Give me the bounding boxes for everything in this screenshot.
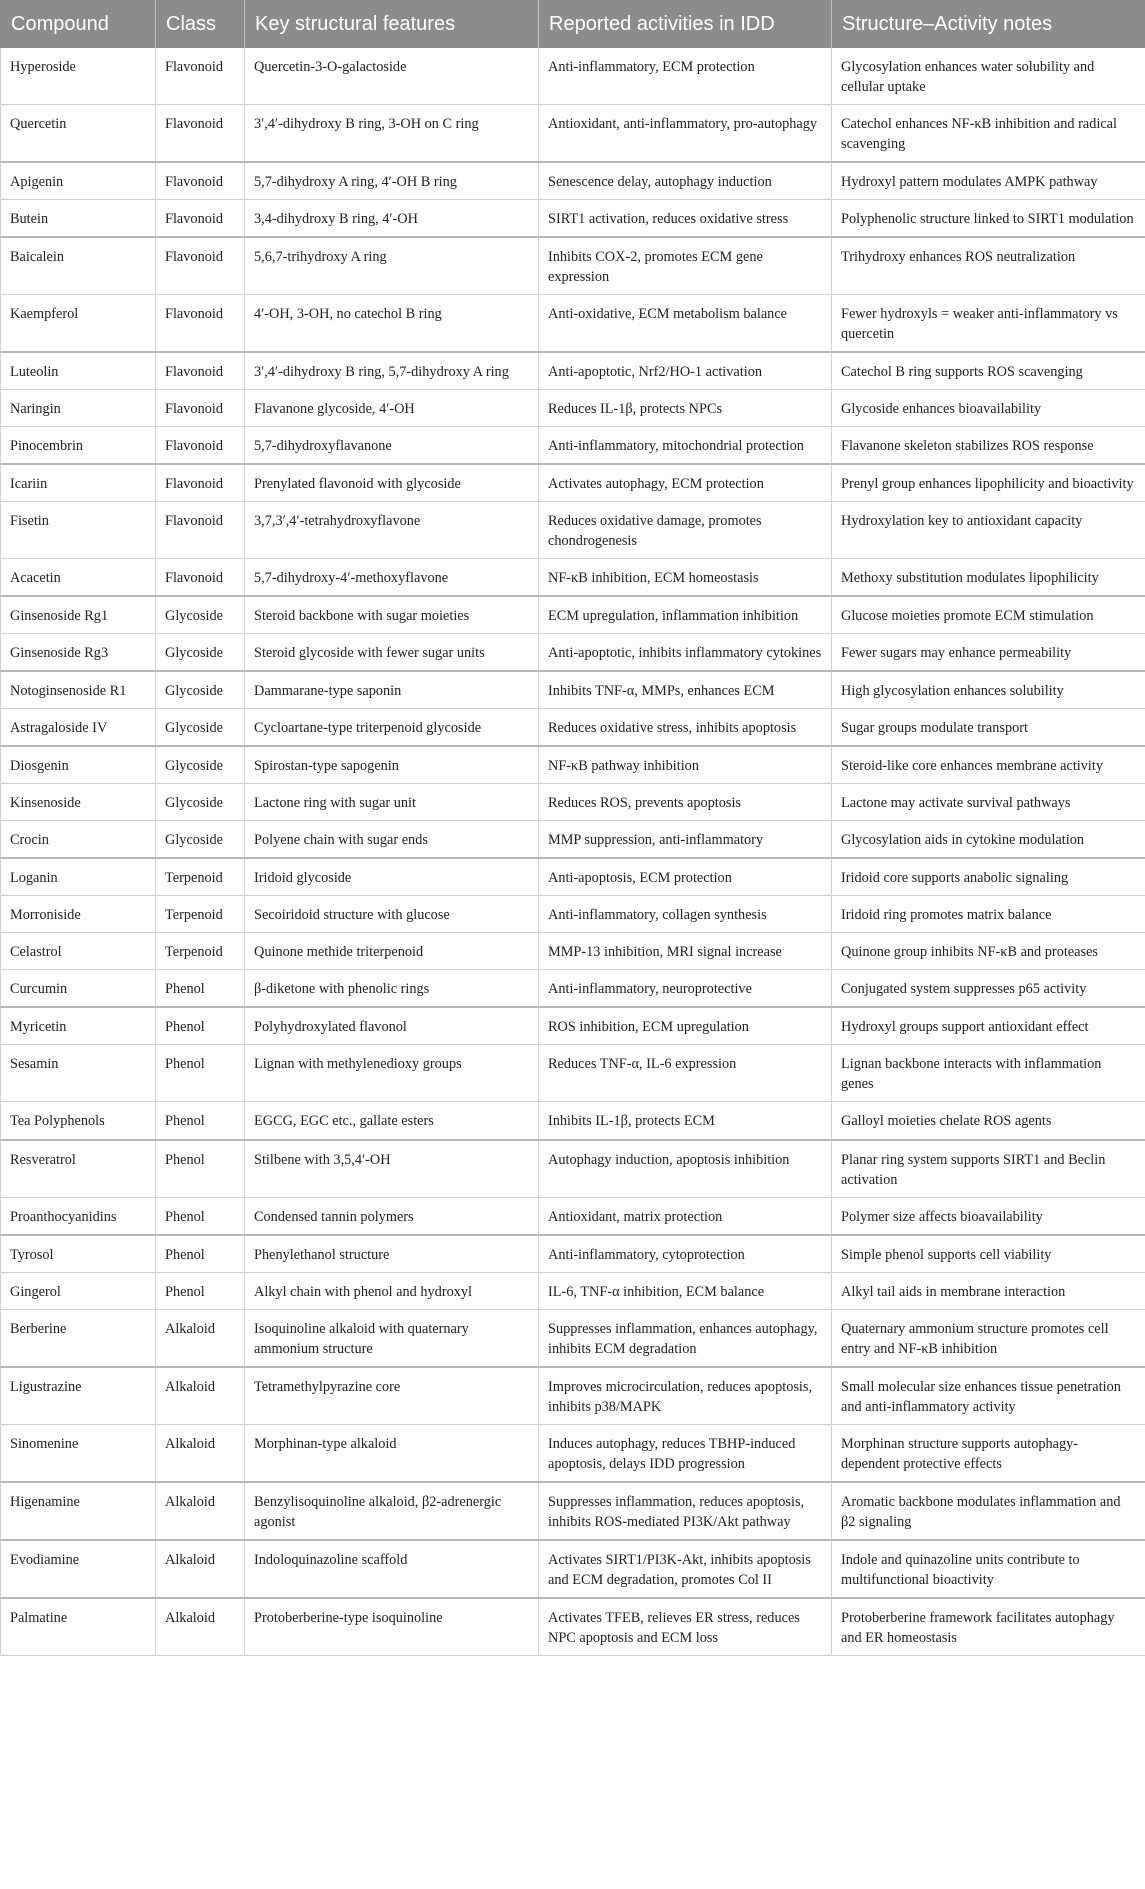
- cell-compound: Higenamine: [1, 1482, 156, 1540]
- cell-reported-activities: NF-κB pathway inhibition: [539, 746, 832, 784]
- cell-class: Flavonoid: [156, 162, 245, 200]
- cell-class: Phenol: [156, 1140, 245, 1198]
- cell-reported-activities: Reduces IL-1β, protects NPCs: [539, 390, 832, 427]
- cell-structural-features: 3,7,3′,4′-tetrahydroxyflavone: [245, 502, 539, 559]
- cell-reported-activities: Antioxidant, anti-inflammatory, pro-autophagy: [539, 105, 832, 163]
- cell-reported-activities: Induces autophagy, reduces TBHP-induced apoptosis, delays IDD progression: [539, 1424, 832, 1482]
- cell-class: Glycoside: [156, 634, 245, 672]
- cell-structural-features: Indoloquinazoline scaffold: [245, 1540, 539, 1598]
- cell-structure-activity-notes: Indole and quinazoline units contribute to multifunctional bioactivity: [832, 1540, 1145, 1598]
- table-row: [1, 1540, 1145, 1598]
- cell-structural-features: Morphinan-type alkaloid: [245, 1424, 539, 1482]
- cell-reported-activities: Anti-inflammatory, cytoprotection: [539, 1235, 832, 1273]
- cell-compound: Palmatine: [1, 1598, 156, 1656]
- cell-structure-activity-notes: Trihydroxy enhances ROS neutralization: [832, 237, 1145, 295]
- cell-compound: Apigenin: [1, 162, 156, 200]
- cell-reported-activities: MMP suppression, anti-inflammatory: [539, 821, 832, 859]
- cell-structural-features: 3′,4′-dihydroxy B ring, 5,7-dihydroxy A ring: [245, 352, 539, 390]
- table-row: [1, 162, 1145, 200]
- cell-reported-activities: MMP-13 inhibition, MRI signal increase: [539, 933, 832, 970]
- cell-structure-activity-notes: Planar ring system supports SIRT1 and Beclin activation: [832, 1140, 1145, 1198]
- cell-class: Flavonoid: [156, 48, 245, 105]
- header-structural-features: Key structural features: [245, 0, 539, 48]
- cell-reported-activities: Reduces ROS, prevents apoptosis: [539, 784, 832, 821]
- cell-structural-features: Polyhydroxylated flavonol: [245, 1007, 539, 1045]
- table-row: [1, 1367, 1145, 1425]
- cell-structure-activity-notes: Glycosylation aids in cytokine modulation: [832, 821, 1145, 859]
- cell-class: Phenol: [156, 1045, 245, 1102]
- cell-compound: Celastrol: [1, 933, 156, 970]
- cell-compound: Naringin: [1, 390, 156, 427]
- cell-structural-features: EGCG, EGC etc., gallate esters: [245, 1102, 539, 1140]
- cell-structural-features: β-diketone with phenolic rings: [245, 970, 539, 1008]
- cell-class: Alkaloid: [156, 1309, 245, 1367]
- cell-structure-activity-notes: High glycosylation enhances solubility: [832, 671, 1145, 709]
- cell-structural-features: 4′-OH, 3-OH, no catechol B ring: [245, 295, 539, 353]
- cell-class: Alkaloid: [156, 1540, 245, 1598]
- cell-reported-activities: Anti-oxidative, ECM metabolism balance: [539, 295, 832, 353]
- table-row: [1, 1598, 1145, 1656]
- cell-reported-activities: Reduces oxidative stress, inhibits apoptosis: [539, 709, 832, 747]
- cell-class: Alkaloid: [156, 1424, 245, 1482]
- cell-structure-activity-notes: Catechol B ring supports ROS scavenging: [832, 352, 1145, 390]
- table-row: [1, 1309, 1145, 1367]
- cell-reported-activities: Anti-inflammatory, neuroprotective: [539, 970, 832, 1008]
- cell-reported-activities: Senescence delay, autophagy induction: [539, 162, 832, 200]
- cell-reported-activities: Anti-inflammatory, ECM protection: [539, 48, 832, 105]
- cell-structural-features: 3′,4′-dihydroxy B ring, 3-OH on C ring: [245, 105, 539, 163]
- cell-compound: Curcumin: [1, 970, 156, 1008]
- cell-reported-activities: ROS inhibition, ECM upregulation: [539, 1007, 832, 1045]
- table-row: [1, 48, 1145, 105]
- cell-class: Phenol: [156, 1102, 245, 1140]
- cell-compound: Ginsenoside Rg1: [1, 596, 156, 634]
- cell-structure-activity-notes: Quinone group inhibits NF-κB and proteases: [832, 933, 1145, 970]
- table-row: [1, 784, 1145, 821]
- cell-structural-features: Iridoid glycoside: [245, 858, 539, 896]
- cell-class: Flavonoid: [156, 200, 245, 238]
- cell-reported-activities: Activates TFEB, relieves ER stress, reduces NPC apoptosis and ECM loss: [539, 1598, 832, 1656]
- cell-structural-features: Condensed tannin polymers: [245, 1197, 539, 1235]
- cell-reported-activities: SIRT1 activation, reduces oxidative stress: [539, 200, 832, 238]
- cell-compound: Sinomenine: [1, 1424, 156, 1482]
- cell-structure-activity-notes: Alkyl tail aids in membrane interaction: [832, 1272, 1145, 1309]
- cell-compound: Hyperoside: [1, 48, 156, 105]
- cell-compound: Sesamin: [1, 1045, 156, 1102]
- table-row: [1, 1482, 1145, 1540]
- cell-compound: Crocin: [1, 821, 156, 859]
- table-row: [1, 1424, 1145, 1482]
- cell-structure-activity-notes: Flavanone skeleton stabilizes ROS response: [832, 427, 1145, 465]
- table-row: [1, 933, 1145, 970]
- cell-class: Flavonoid: [156, 295, 245, 353]
- cell-structure-activity-notes: Methoxy substitution modulates lipophilicity: [832, 559, 1145, 597]
- cell-structure-activity-notes: Hydroxyl pattern modulates AMPK pathway: [832, 162, 1145, 200]
- table-row: [1, 1045, 1145, 1102]
- cell-structural-features: Benzylisoquinoline alkaloid, β2-adrenergic agonist: [245, 1482, 539, 1540]
- cell-reported-activities: IL-6, TNF-α inhibition, ECM balance: [539, 1272, 832, 1309]
- table-row: [1, 1007, 1145, 1045]
- cell-class: Flavonoid: [156, 427, 245, 465]
- cell-compound: Loganin: [1, 858, 156, 896]
- cell-reported-activities: Reduces oxidative damage, promotes chondrogenesis: [539, 502, 832, 559]
- table-row: [1, 105, 1145, 163]
- cell-structure-activity-notes: Lactone may activate survival pathways: [832, 784, 1145, 821]
- cell-structural-features: Phenylethanol structure: [245, 1235, 539, 1273]
- cell-reported-activities: Inhibits IL-1β, protects ECM: [539, 1102, 832, 1140]
- cell-structure-activity-notes: Prenyl group enhances lipophilicity and bioactivity: [832, 464, 1145, 502]
- cell-structural-features: 5,6,7-trihydroxy A ring: [245, 237, 539, 295]
- cell-reported-activities: Anti-inflammatory, collagen synthesis: [539, 896, 832, 933]
- cell-structural-features: Steroid backbone with sugar moieties: [245, 596, 539, 634]
- cell-structure-activity-notes: Conjugated system suppresses p65 activity: [832, 970, 1145, 1008]
- cell-class: Flavonoid: [156, 237, 245, 295]
- cell-reported-activities: Suppresses inflammation, enhances autophagy, inhibits ECM degradation: [539, 1309, 832, 1367]
- cell-class: Phenol: [156, 1235, 245, 1273]
- table-row: [1, 858, 1145, 896]
- cell-reported-activities: ECM upregulation, inflammation inhibition: [539, 596, 832, 634]
- cell-structural-features: Isoquinoline alkaloid with quaternary ammonium structure: [245, 1309, 539, 1367]
- cell-structure-activity-notes: Simple phenol supports cell viability: [832, 1235, 1145, 1273]
- cell-compound: Morroniside: [1, 896, 156, 933]
- cell-structure-activity-notes: Quaternary ammonium structure promotes cell entry and NF-κB inhibition: [832, 1309, 1145, 1367]
- cell-reported-activities: Reduces TNF-α, IL-6 expression: [539, 1045, 832, 1102]
- cell-class: Alkaloid: [156, 1598, 245, 1656]
- cell-compound: Ligustrazine: [1, 1367, 156, 1425]
- table-row: [1, 200, 1145, 238]
- cell-structure-activity-notes: Sugar groups modulate transport: [832, 709, 1145, 747]
- cell-compound: Pinocembrin: [1, 427, 156, 465]
- table-row: [1, 896, 1145, 933]
- cell-compound: Resveratrol: [1, 1140, 156, 1198]
- cell-reported-activities: Inhibits COX-2, promotes ECM gene expression: [539, 237, 832, 295]
- cell-compound: Evodiamine: [1, 1540, 156, 1598]
- table-row: [1, 709, 1145, 747]
- cell-reported-activities: Inhibits TNF-α, MMPs, enhances ECM: [539, 671, 832, 709]
- cell-structural-features: 5,7-dihydroxy A ring, 4′-OH B ring: [245, 162, 539, 200]
- cell-reported-activities: Anti-apoptosis, ECM protection: [539, 858, 832, 896]
- cell-structure-activity-notes: Hydroxylation key to antioxidant capacity: [832, 502, 1145, 559]
- cell-structural-features: Secoiridoid structure with glucose: [245, 896, 539, 933]
- cell-reported-activities: Activates autophagy, ECM protection: [539, 464, 832, 502]
- cell-class: Terpenoid: [156, 933, 245, 970]
- cell-structure-activity-notes: Glycoside enhances bioavailability: [832, 390, 1145, 427]
- cell-class: Phenol: [156, 1007, 245, 1045]
- cell-structural-features: Spirostan-type sapogenin: [245, 746, 539, 784]
- cell-compound: Notoginsenoside R1: [1, 671, 156, 709]
- header-reported-activities: Reported activities in IDD: [539, 0, 832, 48]
- cell-compound: Astragaloside IV: [1, 709, 156, 747]
- header-row: [1, 0, 1145, 48]
- table-row: [1, 1102, 1145, 1140]
- table-row: [1, 1272, 1145, 1309]
- cell-class: Glycoside: [156, 596, 245, 634]
- cell-class: Glycoside: [156, 671, 245, 709]
- cell-structure-activity-notes: Polyphenolic structure linked to SIRT1 modulation: [832, 200, 1145, 238]
- cell-structural-features: Quinone methide triterpenoid: [245, 933, 539, 970]
- cell-compound: Berberine: [1, 1309, 156, 1367]
- cell-structure-activity-notes: Galloyl moieties chelate ROS agents: [832, 1102, 1145, 1140]
- cell-structural-features: Stilbene with 3,5,4′-OH: [245, 1140, 539, 1198]
- cell-reported-activities: Anti-apoptotic, Nrf2/HO-1 activation: [539, 352, 832, 390]
- cell-class: Phenol: [156, 1197, 245, 1235]
- cell-structure-activity-notes: Glucose moieties promote ECM stimulation: [832, 596, 1145, 634]
- cell-class: Phenol: [156, 970, 245, 1008]
- table-row: [1, 1140, 1145, 1198]
- cell-compound: Tea Polyphenols: [1, 1102, 156, 1140]
- cell-compound: Tyrosol: [1, 1235, 156, 1273]
- cell-structure-activity-notes: Iridoid ring promotes matrix balance: [832, 896, 1145, 933]
- cell-compound: Icariin: [1, 464, 156, 502]
- cell-structure-activity-notes: Hydroxyl groups support antioxidant effect: [832, 1007, 1145, 1045]
- cell-structure-activity-notes: Morphinan structure supports autophagy-dependent protective effects: [832, 1424, 1145, 1482]
- cell-reported-activities: NF-κB inhibition, ECM homeostasis: [539, 559, 832, 597]
- table-row: [1, 671, 1145, 709]
- cell-class: Alkaloid: [156, 1482, 245, 1540]
- cell-reported-activities: Antioxidant, matrix protection: [539, 1197, 832, 1235]
- cell-structure-activity-notes: Lignan backbone interacts with inflammation genes: [832, 1045, 1145, 1102]
- cell-class: Glycoside: [156, 784, 245, 821]
- cell-reported-activities: Improves microcirculation, reduces apoptosis, inhibits p38/MAPK: [539, 1367, 832, 1425]
- cell-structure-activity-notes: Steroid-like core enhances membrane activity: [832, 746, 1145, 784]
- cell-structure-activity-notes: Catechol enhances NF-κB inhibition and radical scavenging: [832, 105, 1145, 163]
- cell-class: Flavonoid: [156, 352, 245, 390]
- table-row: [1, 352, 1145, 390]
- cell-reported-activities: Anti-apoptotic, inhibits inflammatory cytokines: [539, 634, 832, 672]
- table-row: [1, 464, 1145, 502]
- header-compound: Compound: [1, 0, 156, 48]
- cell-compound: Gingerol: [1, 1272, 156, 1309]
- cell-class: Flavonoid: [156, 559, 245, 597]
- cell-class: Phenol: [156, 1272, 245, 1309]
- table-row: [1, 559, 1145, 597]
- cell-structure-activity-notes: Small molecular size enhances tissue penetration and anti-inflammatory activity: [832, 1367, 1145, 1425]
- cell-compound: Luteolin: [1, 352, 156, 390]
- cell-structure-activity-notes: Fewer hydroxyls = weaker anti-inflammatory vs quercetin: [832, 295, 1145, 353]
- cell-structure-activity-notes: Polymer size affects bioavailability: [832, 1197, 1145, 1235]
- cell-structural-features: Alkyl chain with phenol and hydroxyl: [245, 1272, 539, 1309]
- cell-compound: Fisetin: [1, 502, 156, 559]
- cell-structure-activity-notes: Protoberberine framework facilitates autophagy and ER homeostasis: [832, 1598, 1145, 1656]
- cell-structure-activity-notes: Aromatic backbone modulates inflammation and β2 signaling: [832, 1482, 1145, 1540]
- cell-structural-features: Steroid glycoside with fewer sugar units: [245, 634, 539, 672]
- table-body: [1, 48, 1145, 1655]
- table-row: [1, 390, 1145, 427]
- cell-structural-features: Tetramethylpyrazine core: [245, 1367, 539, 1425]
- cell-structural-features: Quercetin-3-O-galactoside: [245, 48, 539, 105]
- table-row: [1, 746, 1145, 784]
- cell-compound: Kinsenoside: [1, 784, 156, 821]
- cell-reported-activities: Anti-inflammatory, mitochondrial protection: [539, 427, 832, 465]
- table-row: [1, 970, 1145, 1008]
- cell-structural-features: Flavanone glycoside, 4′-OH: [245, 390, 539, 427]
- cell-structural-features: 5,7-dihydroxyflavanone: [245, 427, 539, 465]
- table-row: [1, 237, 1145, 295]
- cell-structural-features: Lactone ring with sugar unit: [245, 784, 539, 821]
- table-row: [1, 821, 1145, 859]
- cell-structure-activity-notes: Glycosylation enhances water solubility and cellular uptake: [832, 48, 1145, 105]
- table-row: [1, 634, 1145, 672]
- cell-structural-features: Cycloartane-type triterpenoid glycoside: [245, 709, 539, 747]
- cell-compound: Butein: [1, 200, 156, 238]
- table-row: [1, 1197, 1145, 1235]
- cell-class: Flavonoid: [156, 464, 245, 502]
- cell-compound: Myricetin: [1, 1007, 156, 1045]
- cell-structural-features: 3,4-dihydroxy B ring, 4′-OH: [245, 200, 539, 238]
- cell-structural-features: Lignan with methylenedioxy groups: [245, 1045, 539, 1102]
- header-class: Class: [156, 0, 245, 48]
- table-header: [1, 0, 1145, 48]
- cell-compound: Baicalein: [1, 237, 156, 295]
- cell-structural-features: Dammarane-type saponin: [245, 671, 539, 709]
- table-row: [1, 295, 1145, 353]
- cell-class: Flavonoid: [156, 390, 245, 427]
- table-row: [1, 596, 1145, 634]
- cell-compound: Ginsenoside Rg3: [1, 634, 156, 672]
- cell-structural-features: Protoberberine-type isoquinoline: [245, 1598, 539, 1656]
- cell-compound: Diosgenin: [1, 746, 156, 784]
- table-row: [1, 1235, 1145, 1273]
- cell-class: Flavonoid: [156, 105, 245, 163]
- cell-compound: Acacetin: [1, 559, 156, 597]
- cell-structural-features: 5,7-dihydroxy-4′-methoxyflavone: [245, 559, 539, 597]
- cell-compound: Kaempferol: [1, 295, 156, 353]
- cell-class: Alkaloid: [156, 1367, 245, 1425]
- cell-class: Glycoside: [156, 821, 245, 859]
- cell-structure-activity-notes: Fewer sugars may enhance permeability: [832, 634, 1145, 672]
- cell-class: Glycoside: [156, 709, 245, 747]
- table-row: [1, 502, 1145, 559]
- cell-compound: Quercetin: [1, 105, 156, 163]
- cell-structure-activity-notes: Iridoid core supports anabolic signaling: [832, 858, 1145, 896]
- cell-structural-features: Prenylated flavonoid with glycoside: [245, 464, 539, 502]
- cell-class: Glycoside: [156, 746, 245, 784]
- cell-reported-activities: Autophagy induction, apoptosis inhibition: [539, 1140, 832, 1198]
- cell-class: Flavonoid: [156, 502, 245, 559]
- cell-structural-features: Polyene chain with sugar ends: [245, 821, 539, 859]
- cell-reported-activities: Activates SIRT1/PI3K-Akt, inhibits apoptosis and ECM degradation, promotes Col II: [539, 1540, 832, 1598]
- header-structure-activity-notes: Structure–Activity notes: [832, 0, 1145, 48]
- cell-reported-activities: Suppresses inflammation, reduces apoptosis, inhibits ROS-mediated PI3K/Akt pathway: [539, 1482, 832, 1540]
- cell-class: Terpenoid: [156, 858, 245, 896]
- cell-compound: Proanthocyanidins: [1, 1197, 156, 1235]
- table-row: [1, 427, 1145, 465]
- cell-class: Terpenoid: [156, 896, 245, 933]
